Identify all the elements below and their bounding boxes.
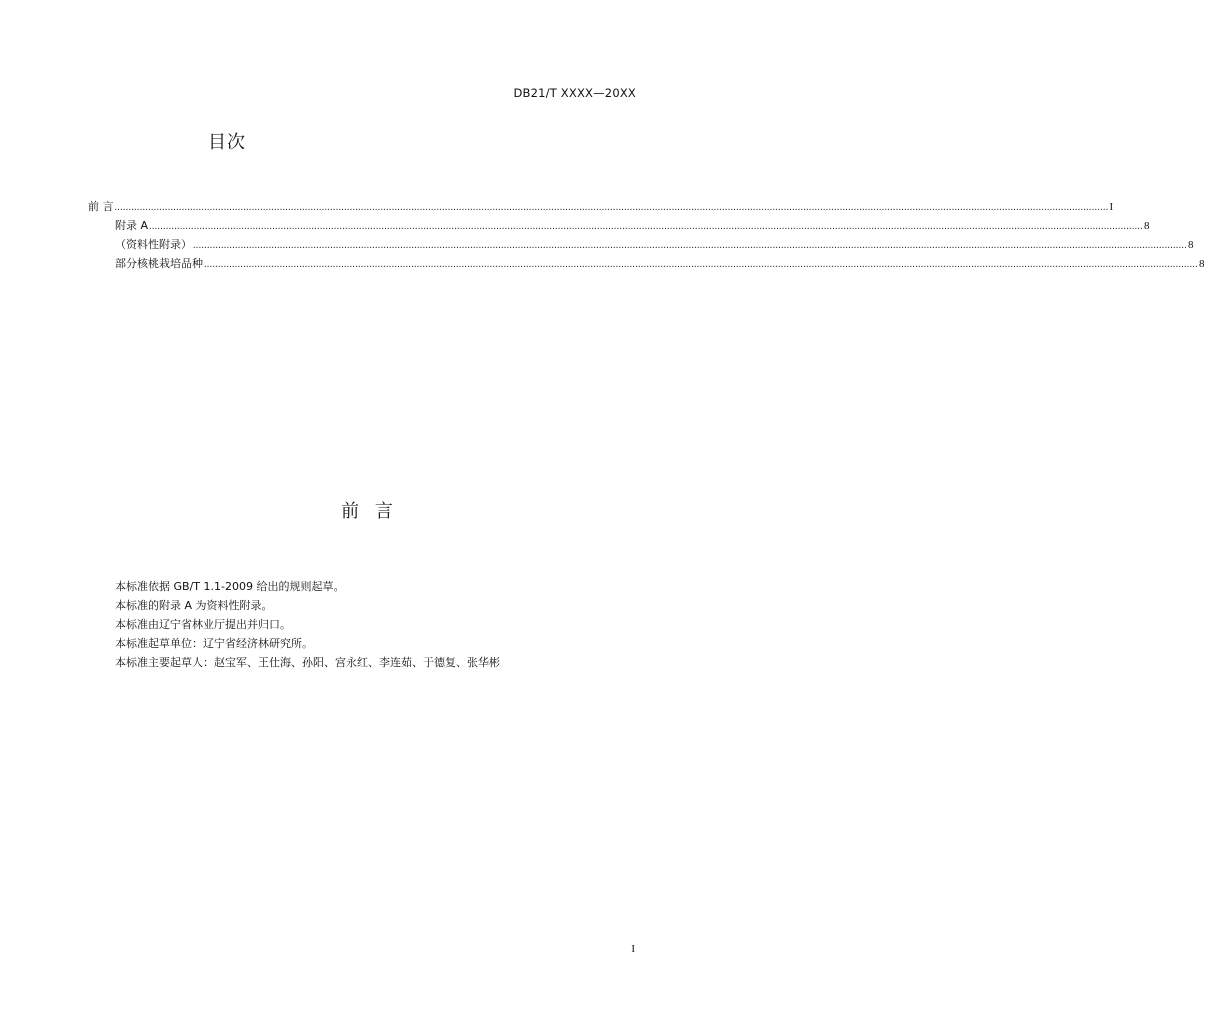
preface-title-char: 言 [374, 501, 393, 522]
page-number: I [631, 943, 635, 955]
toc-leader-dots: ................................................................................................................................................................................................................................................................................................................................................................... [149, 221, 1144, 232]
toc-entry-label: 部分核桃栽培品种 [115, 257, 203, 270]
table-of-contents [88, 198, 1205, 274]
toc-entry-page: 8 [1144, 220, 1150, 232]
toc-title: 目次 [208, 132, 246, 153]
toc-entry-walnut-cultivars[interactable] [88, 255, 1205, 274]
preface-paragraph: 本标准的附录 A 为资料性附录。 [115, 599, 273, 612]
preface-paragraph: 本标准依据 GB/T 1.1-2009 给出的规则起草。 [115, 580, 345, 593]
toc-entry-label: （资料性附录） [115, 238, 192, 251]
toc-entry-preface[interactable] [88, 198, 1114, 217]
preface-title [0, 497, 724, 523]
document-code: DB21/T XXXX—20XX [513, 86, 636, 100]
preface-paragraph: 本标准起草单位：辽宁省经济林研究所。 [115, 637, 313, 650]
toc-entry-page: I [1109, 201, 1114, 213]
toc-entry-informative-appendix[interactable] [88, 236, 1194, 255]
toc-leader-dots: ................................................................................................................................................................................................................................................................................................................................................................... [114, 202, 1109, 213]
toc-leader-dots: ................................................................................................................................................................................................................................................................................................................................................................... [193, 240, 1187, 251]
preface-paragraph: 本标准由辽宁省林业厅提出并归口。 [115, 618, 291, 631]
toc-entry-page: 8 [1188, 239, 1194, 251]
toc-entry-page: 8 [1199, 258, 1205, 270]
toc-entry-label: 前 言 [88, 200, 114, 213]
toc-entry-label: 附录 A [115, 219, 149, 232]
preface-body [115, 577, 500, 672]
preface-paragraph: 本标准主要起草人：赵宝军、王仕海、孙阳、宫永红、李连茹、于德复、张华彬 [115, 656, 500, 669]
toc-leader-dots: ................................................................................................................................................................................................................................................................................................................................................................... [204, 259, 1198, 270]
toc-entry-appendix-a[interactable] [88, 217, 1150, 236]
preface-title-char: 前 [341, 501, 360, 522]
